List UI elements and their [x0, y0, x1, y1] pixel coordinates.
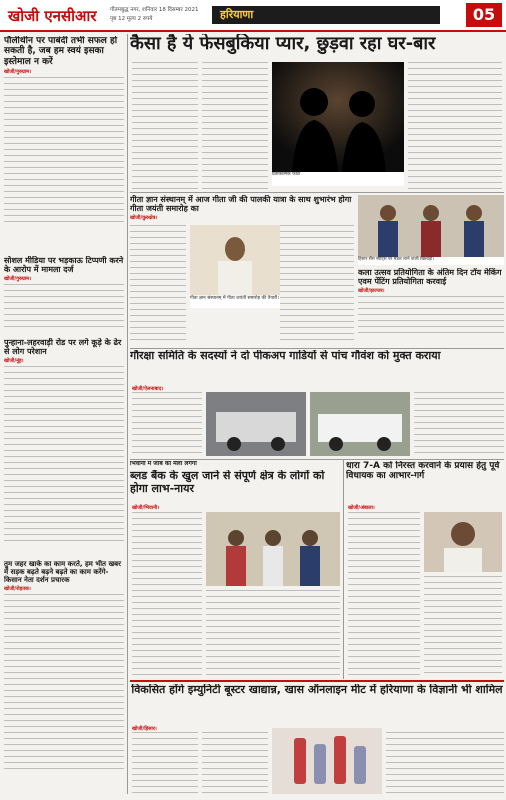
dhara-headline: धारा 7-A को निरस्त करवाने के प्रयास हेतु पूर्व विधायक का आभार-गर्ग [346, 461, 500, 482]
immunity-body-3 [386, 732, 504, 794]
immunity-body-1 [132, 732, 198, 794]
left-story-4-headline: तुम जहर खाके का काम करते, हम भीत खबर में सड़क बढ़ते बढ़ने बढ़ते का काम करेंगे- किसान नेता दर्शन प्रचारक [4, 560, 122, 585]
immunity-photo [272, 728, 382, 794]
hiring-story [130, 461, 250, 469]
left-story-1-byline: खोजी/गुरुग्राम। [4, 69, 32, 76]
gaushala-body [132, 392, 202, 456]
left-story-1 [4, 36, 124, 254]
masthead-date: गौतमबुद्ध नगर, शनिवार 18 दिसम्बर 2021 [110, 7, 199, 13]
gita-byline: खोजी/कुरुक्षेत्र। [130, 215, 158, 222]
blood-photo [206, 512, 340, 586]
left-story-2-byline: खोजी/गुरुग्राम। [4, 276, 32, 283]
leader-photo-icon [424, 512, 502, 572]
couple-silhouette-icon [272, 62, 404, 172]
brand-logo: खोजी एनसीआर [8, 7, 97, 25]
dhara-body-1 [348, 512, 420, 676]
blood-body-2 [206, 590, 340, 676]
blood-story [130, 470, 340, 500]
immunity-byline: खोजी/हिसार। [132, 726, 157, 732]
lead-body-col3 [408, 62, 502, 190]
lead-photo-caption: प्रतीकात्मक फोटो [272, 172, 404, 186]
immunity-story [130, 684, 504, 720]
hiring-headline: भिवानी में जॉब का मेला लगेगा [130, 461, 197, 467]
gita-photo [190, 225, 280, 295]
group-photo-icon [206, 512, 340, 586]
masthead-price: पृष्ठ 12 मूल्य 2 रुपये [110, 16, 153, 22]
gaushala-body-2 [414, 392, 504, 456]
gaushala-byline: खोजी/ऐलनाबाद। [132, 386, 164, 392]
gita-caption: गीता ज्ञान संस्थानम् में गीता जयंती समारोह की तैयारी। [190, 296, 280, 308]
left-story-3-byline: खोजी/नूंह। [4, 358, 24, 365]
dhara-photo [424, 512, 502, 572]
dhara-body-2 [424, 576, 502, 676]
girls-photo-icon [358, 195, 504, 257]
page-number: 05 [466, 3, 502, 27]
masthead [0, 0, 506, 32]
left-story-1-headline: पौलीथीन पर पाबंदी तभी सफल हो सकती है, जब हम स्वयं इसका इस्तेमाल न करें [4, 36, 118, 67]
blood-byline: खोजी/भिवानी। [132, 505, 160, 511]
left-story-4-byline: खोजी/रोहतक। [4, 586, 31, 593]
left-story-2-headline: सोशल मीडिया पर भड़काऊ टिप्पणी करने के आरोप में मामला दर्ज [4, 256, 124, 275]
gaushala-photo-1 [206, 392, 306, 456]
immunity-headline: विकसित होंगे इम्युनिटी बूस्टर खाद्यान्न, खास ऑनलाइन मीट में हरियाणा के विज्ञानी भी शामिल [131, 684, 503, 696]
gita-headline: गीता ज्ञान संस्थानम् में आज गीता जी की पालकी यात्रा के साथ शुभारंभ होगा गीता जयंती समारोह का [130, 195, 352, 214]
kala-headline: कला उत्सव प्रतियोगिता के अंतिम दिन टॉय मेकिंग एवम पेंटिंग प्रतियोगिता करवाई [358, 268, 502, 287]
lead-headline: कैसा है ये फेसबुकिया प्यार, छुड़वा रहा घर-बार [130, 34, 436, 54]
speaker-photo-icon [190, 225, 280, 295]
pickup-photo-icon [310, 392, 410, 456]
gaushala-photo-2 [310, 392, 410, 456]
kala-byline: खोजी/झज्जर। [358, 288, 385, 295]
kala-story [358, 268, 504, 348]
lead-body-col2 [202, 62, 268, 190]
lead-headline-block [130, 34, 502, 58]
girls-photo [358, 195, 504, 257]
girls-caption: हिसार सैंस स्पोर्ट्स पर मेडल लाने वाली खिलाड़ी। [358, 257, 504, 265]
lead-photo [272, 62, 404, 172]
blood-body-1 [132, 512, 202, 676]
dhara-byline: खोजी/अंबाला। [348, 505, 375, 511]
vehicle-photo-icon [206, 392, 306, 456]
dhara-story [346, 461, 504, 499]
lead-body-col1 [132, 62, 198, 190]
left-story-2 [4, 256, 124, 336]
gaushala-story [130, 350, 504, 380]
immunity-body-2 [202, 732, 268, 794]
left-story-3 [4, 338, 124, 558]
lab-photo-icon [272, 728, 382, 794]
section-banner: हरियाणा [212, 6, 440, 24]
blood-headline: ब्लड बैंक के खुल जाने से संपूर्ण क्षेत्र के लोगों को होगा लाभ-नायर [130, 470, 325, 495]
left-story-3-headline: पुन्हाना-लहरवाड़ी रोड पर लगे कूड़े के ढेर से लोग परेशान [4, 338, 122, 357]
gaushala-headline: गौरक्षा समिति के सदस्यों ने दो पीकअप गाडियों से पांच गौवंश को मुक्त कराया [130, 350, 441, 362]
left-story-4 [4, 560, 124, 796]
